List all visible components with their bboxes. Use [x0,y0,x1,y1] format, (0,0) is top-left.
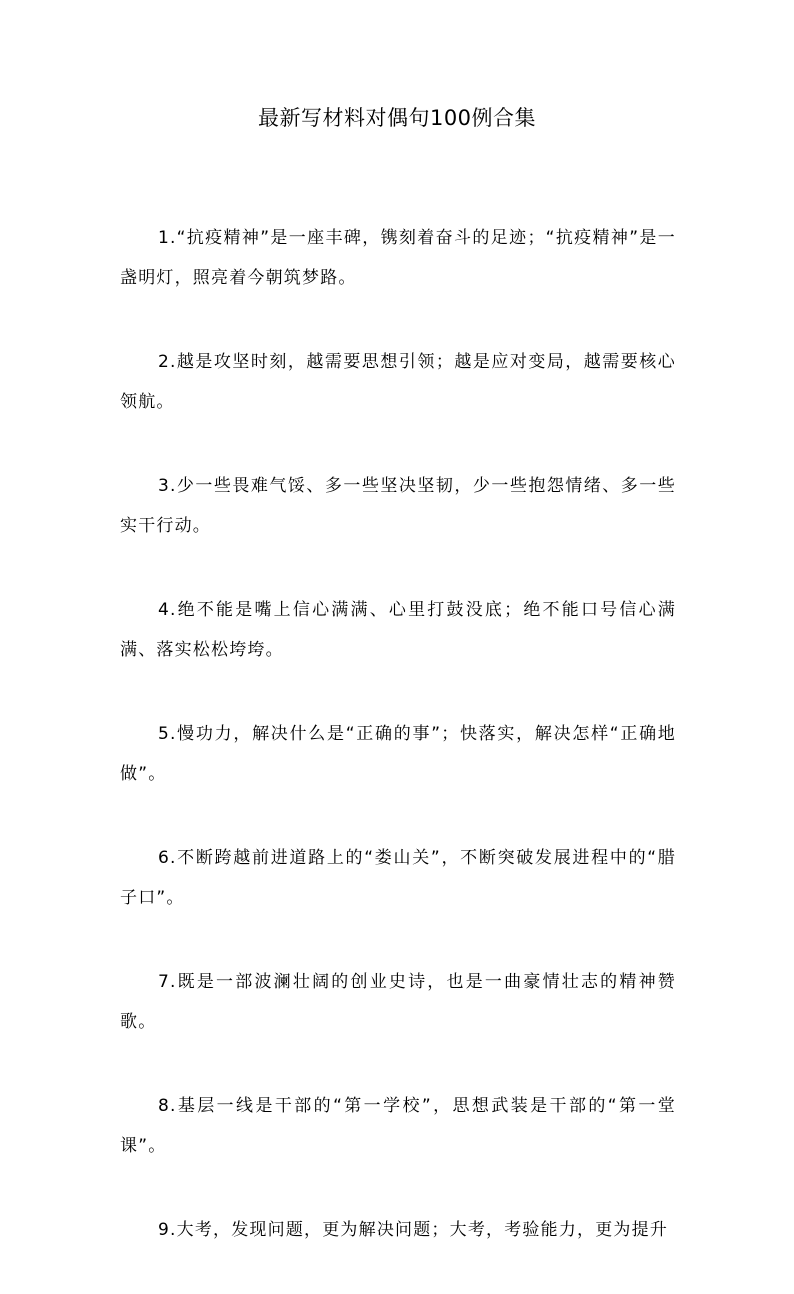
list-item: 8.基层一线是干部的“第一学校”，思想武装是干部的“第一堂课”。 [120,1096,676,1156]
document-title: 最新写材料对偶句100例合集 [257,106,537,130]
list-item: 7.既是一部波澜壮阔的创业史诗，也是一曲豪情壮志的精神赞歌。 [120,972,676,1032]
list-item: 3.少一些畏难气馁、多一些坚决坚韧，少一些抱怨情绪、多一些实干行动。 [120,476,676,536]
list-item: 1.“抗疫精神”是一座丰碑，镌刻着奋斗的足迹；“抗疫精神”是一盏明灯，照亮着今朝筑梦路。 [120,228,676,288]
list-item: 2.越是攻坚时刻，越需要思想引领；越是应对变局，越需要核心领航。 [120,352,676,412]
list-item: 5.慢功力，解决什么是“正确的事”；快落实，解决怎样“正确地做”。 [120,724,676,784]
list-item: 9.大考，发现问题，更为解决问题；大考，考验能力，更为提升 [158,1220,669,1240]
sentence-list [120,218,676,1294]
list-item: 6.不断跨越前进道路上的“娄山关”，不断突破发展进程中的“腊子口”。 [120,848,676,908]
list-item: 4.绝不能是嘴上信心满满、心里打鼓没底；绝不能口号信心满满、落实松松垮垮。 [120,600,676,660]
